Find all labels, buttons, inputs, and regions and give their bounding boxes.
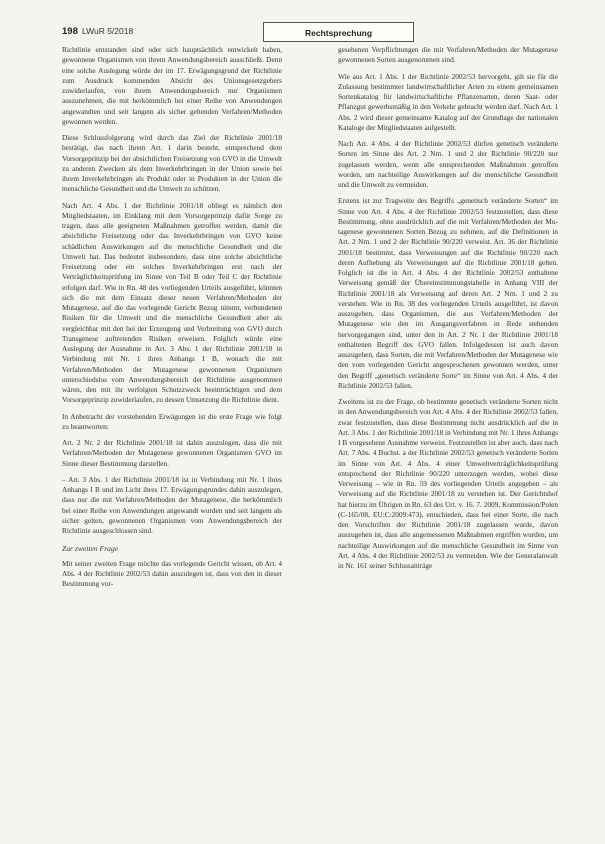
paragraph: Art. 2 Nr. 2 der Richtlinie 2001/18 ist dahin auszulegen, dass die mit Verfahren/Methoden der Mutagenese gewonnenen Organismen GVO im Sinne dieser Bestimmung darstellen.	[62, 438, 282, 468]
paragraph: Zweitens ist zu der Frage, ob bestimmte genetisch veränderte Sorten nicht in den Anwendungsbereich von Art. 4 Abs. 4 der Richtlinie 2002/53 fallen, zwar festzustellen, dass diese Bestimmung nicht ausdrücklich auf die in Art. 3 Abs. 1 der Richtlinie 2001/18 in Verbindung mit Nr. 1 ihres Anhangs I B vorgesehene Ausnahme verweist. Festzustellen ist aber auch, dass nach Art. 7 Abs. 4 Buchst. a der Richtlinie 2002/53 genetisch veränderte Sorten im Sinne von Art. 4 Abs. 4 einer Umweltverträglichkeitsprüfung entsprechend der Richtlinie 90/220 unterzogen werden, wobei diese Verweisung – wie in Rn. 59 des vorliegenden Urteils angegeben – als Verweisung auf die Richtlinie 2001/18 zu verstehen ist. Der Gerichtshof hat hierzu im Übrigen in Rn. 63 des Urt. v. 16. 7. 2009, Kommission/Polen (C-165/08, EU:C:2009:473), entschieden, dass bei einer Sorte, die nach den Vorschriften der Richtlinie 2001/18 zugelassen wurde, davon auszugehen ist, dass alle angemessenen Maßnahmen ergriffen wurden, um nachteilige Auswirkungen auf die menschliche Gesundheit im Sinne von Art. 4 Abs. 4 der Richtlinie 2002/53 zu vermeiden. Wie der Generalanwalt in Nr. 161 seiner Schlussanträge	[338, 397, 558, 570]
paragraph: In Anbetracht der vorstehenden Erwägungen ist die erste Frage wie folgt zu beantworten:	[62, 411, 282, 431]
paragraph: Wie aus Art. 1 Abs. 1 der Richtlinie 2002/53 hervorgeht, gilt sie für die Zulassung bestimmter landwirtschaftlicher Arten zu einem gemeinsamen Sortenkatalog für landwirtschaftliche Pflanzenarten, deren Saat- oder Pflanzgut gewerbsmäßig in den Verkehr gebracht werden darf. Nach Art. 1 Abs. 2 wird dieser gemeinsame Katalog auf der Grundlage der nationalen Kataloge der Mitgliedstaaten aufgestellt.	[338, 71, 558, 132]
paragraph: – Art. 3 Abs. 1 der Richtlinie 2001/18 ist in Verbindung mit Nr. 1 ihres Anhangs I B und im Licht ihres 17. Erwägungsgrundes dahin auszulegen, dass nur die mit Verfahren/Methoden der Mutagenese, die herkömmlich bei einer Reihe von Anwendungen angewandt wurden und seit langem als sicher gelten, gewonnenen Organismen vom Anwendungsbereich der Richtlinie ausgeschlossen sind.	[62, 474, 282, 535]
paragraph: Mit seiner zweiten Frage möchte das vorlegende Gericht wissen, ob Art. 4 Abs. 4 der Richtlinie 2002/53 dahin auszulegen ist, dass von den in dieser Bestimmung vor-	[62, 558, 282, 588]
paragraph: Richtlinie entstanden sind oder sich hauptsächlich entwickelt haben, gewonnene Organismen von ihrem Anwendungsbereich ausschließt. Denn eine solche Auslegung würde der im 17. Erwägungsgrund der Richtlinie zum Ausdruck kommenden Absicht des Unionsgesetzgebers zuwiderlaufen, von ihrem Anwendungsbereich nur Organismen auszunehmen, die mit herkömmlich bei einer Reihe von Anwendungen angewandten und seit langem als sicher geltenden Verfahren/Methoden gewonnen werden.	[62, 45, 282, 126]
paragraph: gesehenen Verpflichtungen die mit Verfahren/Methoden der Mutagenese gewonnenen Sorten ausgenommen sind.	[338, 45, 558, 65]
paragraph: Diese Schlussfolgerung wird durch das Ziel der Richtlinie 2001/18 bestätigt, das nach ihrem Art. 1 darin besteht, entsprechend dem Vorsorgeprinzip bei der absichtlichen Freisetzung von GVO in die Umwelt zu anderen Zwecken als dem Inverkehrbringen in der Union sowie bei ihrem Inverkehrbringen als Produkt oder in Produkten in der Union die menschliche Gesundheit und die Umwelt zu schützen.	[62, 133, 282, 194]
journal-title: LWuR 5/2018	[82, 26, 134, 36]
paragraph: Nach Art. 4 Abs. 1 der Richtlinie 2001/18 obliegt es nämlich den Mitgliedstaaten, im Einklang mit dem Vorsorgeprinzip dafür Sorge zu tragen, dass alle geeigneten Maßnahmen getroffen werden, damit die absichtliche Freisetzung oder das Inverkehrbringen von GVO keine schädlichen Auswirkungen auf die menschliche Gesundheit und die Umwelt hat. Das bedeutet insbesondere, dass eine solche absichtliche Freisetzung oder ein solches Inverkehrbringen erst nach der Verträglichkeitsprüfung im Sinne von Teil B oder Teil C der Richtlinie erfolgen darf. Wie in Rn. 48 des vorliegenden Urteils ausgeführt, könnten sich die mit dem Einsatz dieser neuen Verfahren/Methoden der Mutagenese, auf die das vorlegende Gericht Bezug nimmt, verbundenen Risiken für die Umwelt und die menschliche Gesundheit aber als vergleichbar mit den bei der Erzeugung und Verbreitung von GVO durch Transgenese auftretenden Risiken erweisen. Folglich würde eine Auslegung der Ausnahme in Art. 3 Abs. 1 der Richtlinie 2001/18 in Verbindung mit Nr. 1 ihres Anhangs I B, wonach die mit Verfahren/Methoden der Mutagenese gewonnenen Organismen unterschiedslos vom Anwendungsbereich der Richtlinie ausgenommen wären, den mit ihr verfolgten Schutzzweck beeinträchtigen und dem Vorsorgeprinzip zuwiderlaufen, zu dessen Umsetzung die Richtlinie dient.	[62, 200, 282, 405]
paragraph: Erstens ist zur Tragweite des Begriffs „genetisch veränderte Sorten“ im Sinne von Art. 4 Abs. 4 der Richtlinie 2002/53 festzustellen, dass diese Bestimmung, ohne ausdrücklich auf die mit Verfahren/Methoden der Mutagenese gewonnenen Sorten Bezug zu nehmen, auf die Definitionen in Art. 2 Nrn. 1 und 2 der Richtlinie 90/220 verweist. Art. 36 der Richtlinie 2001/18 bestimmt, dass Verweisungen auf die Richtlinie 90/220 nach deren Aufhebung als Verweisungen auf die Richtlinie 2001/18 gelten. Folglich ist die in Art. 4 Abs. 4 der Richtlinie 2002/53 enthaltene Verweisung gemäß der Übereinstimmungstabelle in Anhang VIII der Richtlinie 2001/18 als Verweisung auf deren Art. 2 Nrn. 1 und 2 zu verstehen. Wie in Rn. 38 des vorliegenden Urteils ausgeführt, ist davon auszugehen, dass Organismen, die aus Verfahren/Methoden der Mutagenese wie den im Ausgangsverfahren in Rede stehenden hervorgegangen sind, unter den in Art. 2 Nr. 1 der Richtlinie 2001/18 enthaltenen Begriff des GVO fallen. Infolgedessen ist auch davon auszugehen, dass Sorten, die mit Verfahren/Methoden der Mutagenese wie den vom vorlegenden Gericht angesprochenen gewonnen werden, unter den Begriff „genetisch veränderte Sorte“ im Sinne von Art. 4 Abs. 4 der Richtlinie 2002/53 fallen.	[338, 196, 558, 390]
left-column	[62, 45, 282, 835]
right-column	[338, 45, 558, 835]
paragraph: Nach Art. 4 Abs. 4 der Richtlinie 2002/53 dürfen genetisch veränderte Sorten im Sinne des Art. 2 Nrn. 1 und 2 der Richtlinie 90/220 nur zugelassen werden, wenn alle entsprechenden Maßnahmen getroffen worden, um nachteilige Auswirkungen auf die menschliche Gesundheit und die Umwelt zu vermeiden.	[338, 139, 558, 189]
page-header	[62, 22, 559, 42]
section-heading: Zur zweiten Frage	[62, 544, 119, 554]
page-number: 198	[62, 26, 78, 37]
section-label: Rechtsprechung	[263, 22, 414, 42]
